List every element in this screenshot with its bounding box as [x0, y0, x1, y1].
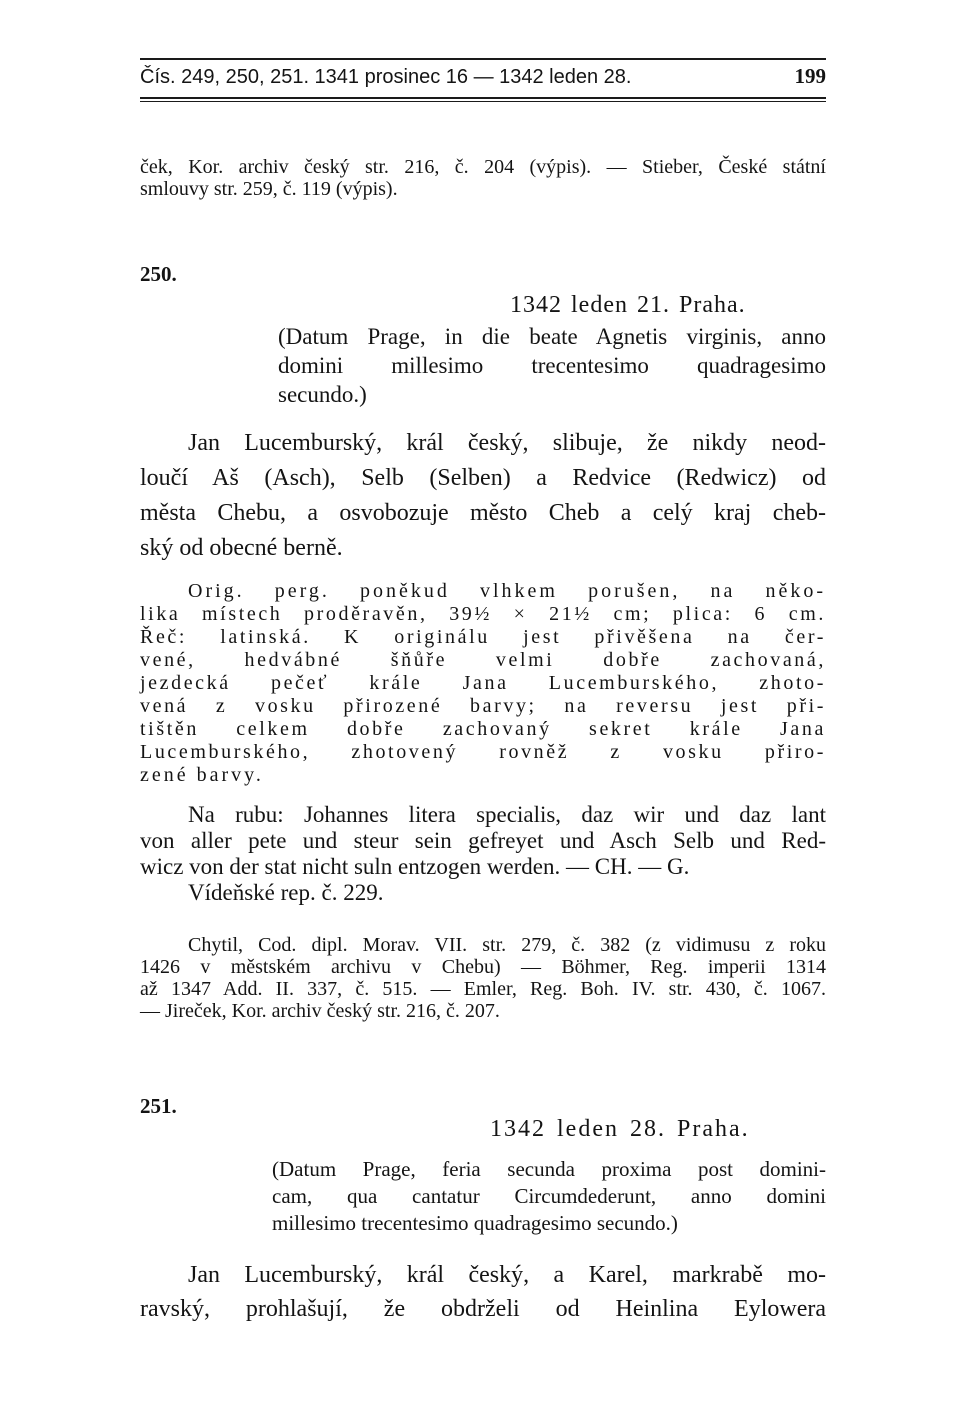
regest-line: ský od obecné berně.: [140, 535, 343, 561]
regest-line: ravský, prohlašují, že obdrželi od Heinlina Eylowera: [140, 1296, 826, 1322]
datum-line: cam, qua cantatur Circumdederunt, anno domini: [272, 1184, 826, 1208]
description-line: zené barvy.: [140, 764, 264, 786]
continuation-line: ček, Kor. archiv český str. 216, č. 204 (výpis). — Stieber, České státní: [140, 156, 826, 178]
entry-number: 251.: [140, 1094, 177, 1118]
literature-line: až 1347 Add. II. 337, č. 515. — Emler, Reg. Boh. IV. str. 430, č. 1067.: [140, 978, 826, 1000]
dorsal-note-line: Vídeňské rep. č. 229.: [188, 880, 384, 905]
description-line: lika místech proděravěn, 39½ × 21½ cm; plica: 6 cm.: [140, 603, 826, 625]
regest-line: Jan Lucemburský, král český, slibuje, že nikdy neod-: [188, 430, 826, 456]
datum-line: secundo.): [278, 382, 367, 407]
header-rule-bottom-thin: [140, 101, 826, 102]
dorsal-note-line: wicz von der stat nicht suln entzogen werden. — CH. — G.: [140, 854, 690, 879]
literature-line: Chytil, Cod. dipl. Morav. VII. str. 279, č. 382 (z vidimusu z roku: [188, 934, 826, 956]
regest-line: loučí Aš (Asch), Selb (Selben) a Redvice (Redwicz) od: [140, 465, 826, 491]
header-rule-bottom: [140, 97, 826, 99]
description-line: tištěn celkem dobře zachovaný sekret krále Jana: [140, 718, 826, 740]
dorsal-note-line: von aller pete und steur sein gefreyet und Asch Selb und Red-: [140, 828, 826, 853]
description-line: jezdecká pečeť krále Jana Lucemburského, zhoto-: [140, 672, 826, 694]
dorsal-note-line: Na rubu: Johannes litera specialis, daz wir und daz lant: [188, 802, 826, 827]
entry-number: 250.: [140, 262, 177, 286]
running-head: Čís. 249, 250, 251. 1341 prosinec 16 — 1342 leden 28.: [140, 66, 632, 88]
description-line: vené, hedvábné šňůře velmi dobře zachovaná,: [140, 649, 826, 671]
entry-date-line: 1342 leden 28. Praha.: [490, 1116, 750, 1142]
regest-line: města Chebu, a osvobozuje město Cheb a celý kraj cheb-: [140, 500, 826, 526]
entry-date-line: 1342 leden 21. Praha.: [510, 292, 746, 318]
header-rule-top: [140, 58, 826, 60]
literature-line: 1426 v městském archivu v Chebu) — Böhmer, Reg. imperii 1314: [140, 956, 826, 978]
description-line: Řeč: latinská. K originálu jest přivěšena na čer-: [140, 626, 826, 648]
datum-line: (Datum Prage, in die beate Agnetis virginis, anno: [278, 324, 826, 349]
description-line: vená z vosku přirozené barvy; na reversu jest při-: [140, 695, 826, 717]
page-number: 199: [794, 64, 826, 88]
description-line: Orig. perg. poněkud vlhkem porušen, na něko-: [188, 580, 826, 602]
regest-line: Jan Lucemburský, král český, a Karel, markrabě mo-: [188, 1262, 826, 1288]
continuation-line: smlouvy str. 259, č. 119 (výpis).: [140, 178, 398, 200]
datum-line: (Datum Prage, feria secunda proxima post domini-: [272, 1157, 826, 1181]
description-line: Lucemburského, zhotovený rovněž z vosku přiro-: [140, 741, 826, 763]
datum-line: domini millesimo trecentesimo quadragesimo: [278, 353, 826, 378]
datum-line: millesimo trecentesimo quadragesimo secundo.): [272, 1211, 678, 1235]
literature-line: — Jireček, Kor. archiv český str. 216, č. 207.: [140, 1000, 500, 1022]
